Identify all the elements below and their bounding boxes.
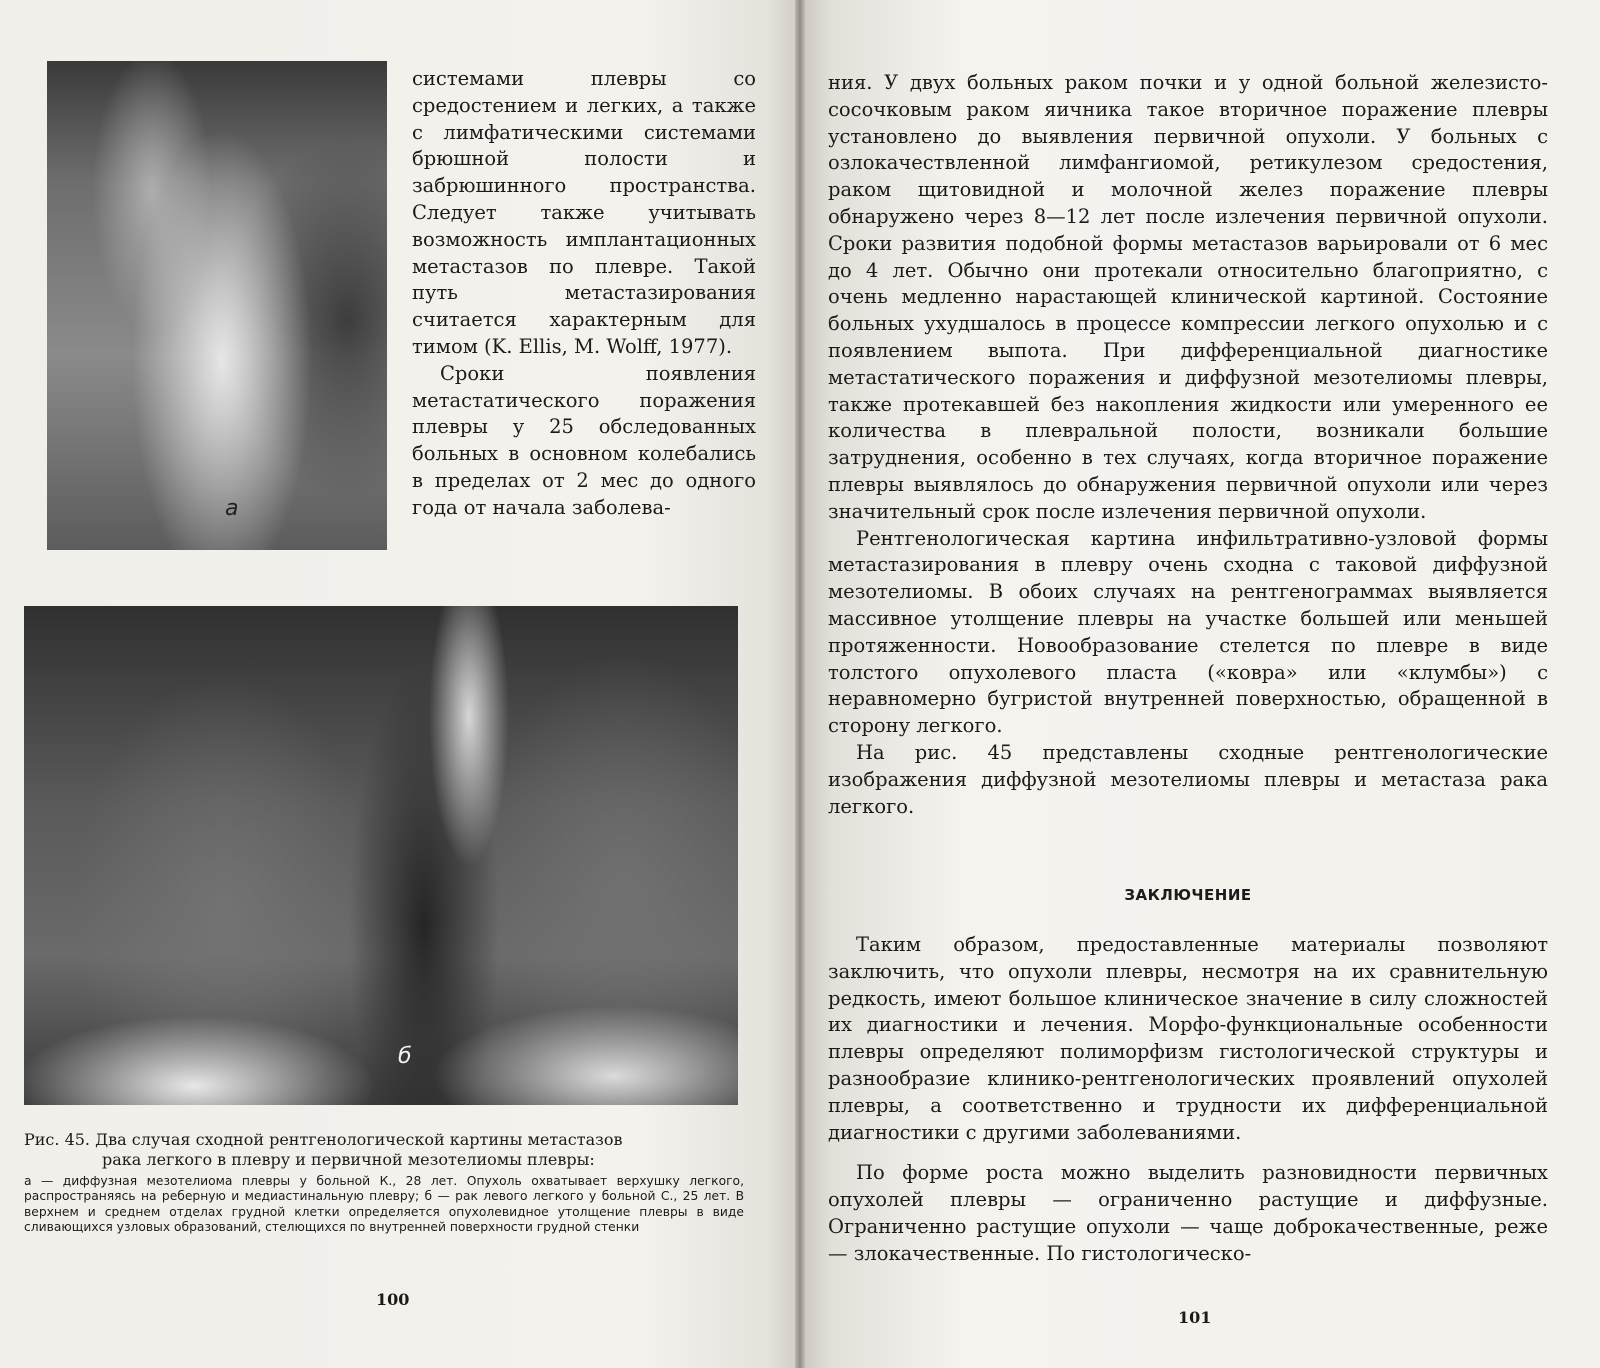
left-paragraph-2: Сроки появления метастатического поражения плевры у 25 обследованных больных в основном колебались в пределах от 2 мес до одного года от начала заболева- bbox=[412, 361, 756, 519]
right-paragraph-3: На рис. 45 представлены сходные рентгенологические изображения диффузной мезотелиомы плевры и метастаза рака легкого. bbox=[828, 740, 1548, 818]
image-a-label: а bbox=[225, 496, 239, 521]
right-paragraph-1: ния. У двух больных раком почки и у одной больной железисто-сосочковым раком яичника такое вторичное поражение плевры установлено до выявления первичной опухоли. У больных с озлокачествленной лимфангиомой, ретикулезом средостения, раком щитовидной и молочной желез поражение плевры обнаружено через 8—12 лет после излечения первичной опухоли. Сроки развития подобной формы метастазов варьировали от 6 мес до 4 лет. Обычно они протекали относительно благоприятно, с очень медленно нарастающей клинической картиной. Состояние больных ухудшалось в процессе компрессии легкого опухолью и с появлением выпота. При дифференциальной диагностике метастатического поражения и диффузной мезотелиомы плевры, также протекавшей без накопления жидкости или умеренного ее количества в плевральной полости, возникали большие затруднения, особенно в тех случаях, когда вторичное поражение плевры выявлялось до обнаружения первичной опухоли или через значительный срок после излечения первичной опухоли. bbox=[828, 71, 1548, 523]
right-paragraph-2: Рентгенологическая картина инфильтративно-узловой формы метастазирования в плевру очень сходна с таковой диффузной мезотелиомы. В обоих случаях на рентгенограммах выявляется массивное утолщение плевры на участке большей или меньшей протяженности. Новообразование стелется по плевре в виде толстого опухолевого пласта («ковра» или «клумбы») с неравномерно бугристой внутренней поверхностью, обращенной в сторону легкого. bbox=[828, 526, 1548, 738]
right-column-text bbox=[828, 70, 1548, 820]
caption-body: а — диффузная мезотелиома плевры у больной К., 28 лет. Опухоль охватывает верхушку легкого, распространяясь на реберную и медиастинальную плевру; б — рак левого легкого у больной С., 25 лет. В верхнем и среднем отделах грудной клетки определяется опухолевидное утолщение плевры в виде сливающихся узловых образований, стелющихся по внутренней поверхности грудной стенки bbox=[24, 1174, 744, 1234]
right-conclusion-text bbox=[828, 932, 1548, 1268]
caption-title-line-1: Рис. 45. Два случая сходной рентгенологической картины метастазов bbox=[24, 1130, 623, 1149]
page-number-left: 100 bbox=[376, 1290, 410, 1309]
book-gutter bbox=[795, 0, 805, 1368]
right-paragraph-5: По форме роста можно выделить разновидности первичных опухолей плевры — ограниченно растущие и диффузные. Ограниченно растущие опухоли — чаще доброкачественные, реже — злокачественные. По гистологическо- bbox=[828, 1161, 1548, 1265]
xray-image-a bbox=[47, 61, 387, 550]
caption-title bbox=[24, 1130, 744, 1170]
left-paragraph-1: системами плевры со средостением и легких, а также с лимфатическими системами брюшной полости и забрюшинного пространства. Следует также учитывать возможность имплантационных метастазов по плевре. Такой путь метастазирования считается характерным для тимом (K. Ellis, M. Wolff, 1977). bbox=[412, 67, 756, 358]
figure-caption bbox=[24, 1130, 744, 1235]
xray-image-b bbox=[24, 606, 738, 1105]
image-b-label: б bbox=[398, 1044, 412, 1069]
right-paragraph-4: Таким образом, предоставленные материалы позволяют заключить, что опухоли плевры, несмотря на их сравнительную редкость, имеют большое клиническое значение в силу сложностей их диагностики и лечения. Морфо-функциональные особенности плевры определяют полиморфизм гистологической структуры и разнообразие клинико-рентгенологических проявлений опухолей плевры, а соответственно и трудности их дифференциальной диагностики с другими заболеваниями. bbox=[828, 933, 1548, 1144]
section-heading: ЗАКЛЮЧЕНИЕ bbox=[1124, 886, 1252, 904]
page-number-right: 101 bbox=[1178, 1308, 1212, 1327]
left-column-text bbox=[412, 66, 756, 522]
caption-title-line-2: рака легкого в плевру и первичной мезотелиомы плевры: bbox=[102, 1150, 595, 1169]
